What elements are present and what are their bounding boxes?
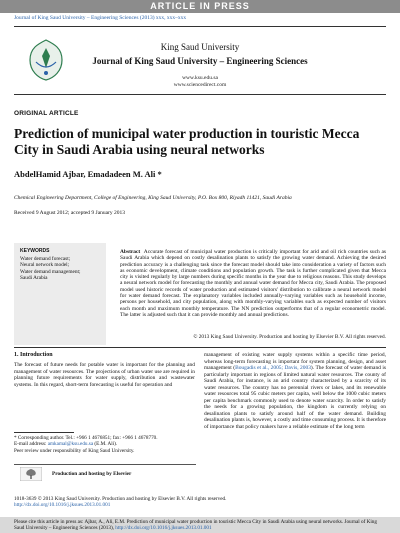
citation-text: Please cite this article in press as: Ajbar, A., Ali, E.M. Prediction of municipal water production in touristic Mecca City in Saudi Arabia using neural networks. Journal of King Saud University – Engineering Sciences (2013),: [14, 519, 377, 532]
article-title: Prediction of municipal water production in touristic Mecca City in Saudi Arabia using neural networks: [14, 126, 360, 157]
abstract-rule: [14, 347, 386, 348]
production-label: Production and hosting by Elsevier: [52, 471, 132, 477]
email-suffix: (E.M. Ali).: [93, 441, 118, 448]
email-label: E-mail address:: [14, 441, 48, 448]
affiliation: Chemical Engineering Department, College of Engineering, King Saud University, P.O. Box 800, Riyadh 11421, Saudi Arabia: [14, 195, 292, 201]
intro-right-column: [204, 352, 386, 431]
doi-link[interactable]: http://dx.doi.org/10.1016/j.jksues.2013.01.001: [14, 502, 111, 509]
received-dates: Received 9 August 2012; accepted 9 January 2013: [14, 210, 126, 216]
keyword-item: Water demand forecast;: [20, 256, 71, 262]
email-link[interactable]: amkamal@ksu.edu.sa: [47, 441, 94, 448]
keywords-heading: KEYWORDS: [20, 248, 50, 254]
corresponding-author: * Corresponding author. Tel.: +966 1 4676851; fax: +966 1 4678770.: [14, 435, 158, 441]
university-name: King Saud University: [160, 42, 240, 52]
abstract: [120, 249, 386, 318]
keywords-list: [20, 256, 80, 282]
intro-heading: 1. Introduction: [14, 352, 53, 358]
article-type-label: ORIGINAL ARTICLE: [14, 110, 79, 117]
article-in-press-banner: ARTICLE IN PRESS: [0, 0, 400, 13]
abstract-copyright: © 2013 King Saud University. Production and hosting by Elsevier B.V. All rights reserved.: [193, 334, 386, 340]
intro-right-text-b: ). The forecast of water demand is particularly important in regions of limited natural water resources. The county of Saudi Arabia, for instance, is an arid country characterized by a scarcity of its water resources. The country has no perennial rivers or lakes, and its renewable water resources total 95 cubic meters per capita, well below the 1000 cubic meters per capita benchmark commonly used to denote water scarcity. In order to satisfy the needs for a growing population, the kingdom is currently relying on desalination plants to satisfy around half of the water demand. Building desalination plants is, however, a costly and time consuming process. It is therefore of importance that policy makers have a reliable estimate of the long term: [204, 365, 386, 431]
citation-link-bougadis-davis[interactable]: Bougadis et al., 2005; Davis, 2003: [235, 365, 311, 372]
abstract-label: Abstract: [120, 249, 141, 255]
header-rule-bottom: [14, 94, 386, 95]
intro-right-text-a: management of existing water supply systems within a specific time period, whereas long-term forecasting is important for system planning, design, and asset management (: [204, 352, 386, 372]
site-ksu[interactable]: www.ksu.edu.sa: [182, 75, 218, 81]
intro-left-column: The forecast of future needs for potable water is important for the planning and management of water resources. The projections of urban water use are required in planning future requirements for water supply, distribution and wastewater systems. In this regard, short-term forecasting is useful for operation and: [14, 362, 195, 388]
keyword-item: Neural network model;: [20, 262, 70, 269]
author-list: AbdelHamid Ajbar, Emadadeen M. Ali *: [14, 169, 162, 179]
citation-note: [14, 519, 386, 531]
site-sciencedirect[interactable]: www.sciencedirect.com: [173, 82, 227, 88]
journal-reference[interactable]: Journal of King Saud University – Engineering Sciences (2013) xxx, xxx–xxx: [14, 15, 187, 21]
journal-title: Journal of King Saud University – Engineering Sciences: [92, 56, 308, 66]
footnote: [14, 435, 195, 454]
keyword-item: Water demand management;: [20, 268, 81, 275]
header-rule-top: [14, 26, 386, 27]
elsevier-tree-icon: [20, 467, 42, 481]
footnote-rule: [14, 432, 74, 433]
citation-doi-link[interactable]: http://dx.doi.org/10.1016/j.jksues.2013.01.001: [115, 525, 212, 532]
abstract-text: Accurate forecast of municipal water production is critically important for arid and oil rich countries such as Saudi Arabia which depend on costly desalination plants to satisfy the growing water demand. Achieving the desired prediction accuracy is a challenging task since the forecast model should take into consideration a variety of factors such as economic development, climate conditions and population growth. The task is further complicated given that Mecca city is visited regularly by large numbers during specific months in the year due to religious reasons. This study develops a neural network model for forecasting the monthly and annual water demand for Mecca city, Saudi Arabia. The proposed model used historic records of water production and estimated visitors' distribution to calibrate a neural network model for water demand forecast. The explanatory variables included annually-varying variables such as household income, persons per household, and city population, along with monthly-varying variables such as expected number of visitors each month and maximum monthly temperature. The NN prediction outperforms that of a regular econometric model. The latter is adjusted such that it can provide monthly and annual predictions.: [120, 249, 387, 318]
keyword-item: Saudi Arabia: [20, 275, 48, 282]
peer-review-note: Peer review under responsibility of King Saud University.: [14, 447, 135, 454]
issn-line: 1018-3639 © 2013 King Saud University. Production and hosting by Elsevier B.V. All rights reserved.: [14, 496, 227, 502]
issn-block: [14, 496, 226, 509]
